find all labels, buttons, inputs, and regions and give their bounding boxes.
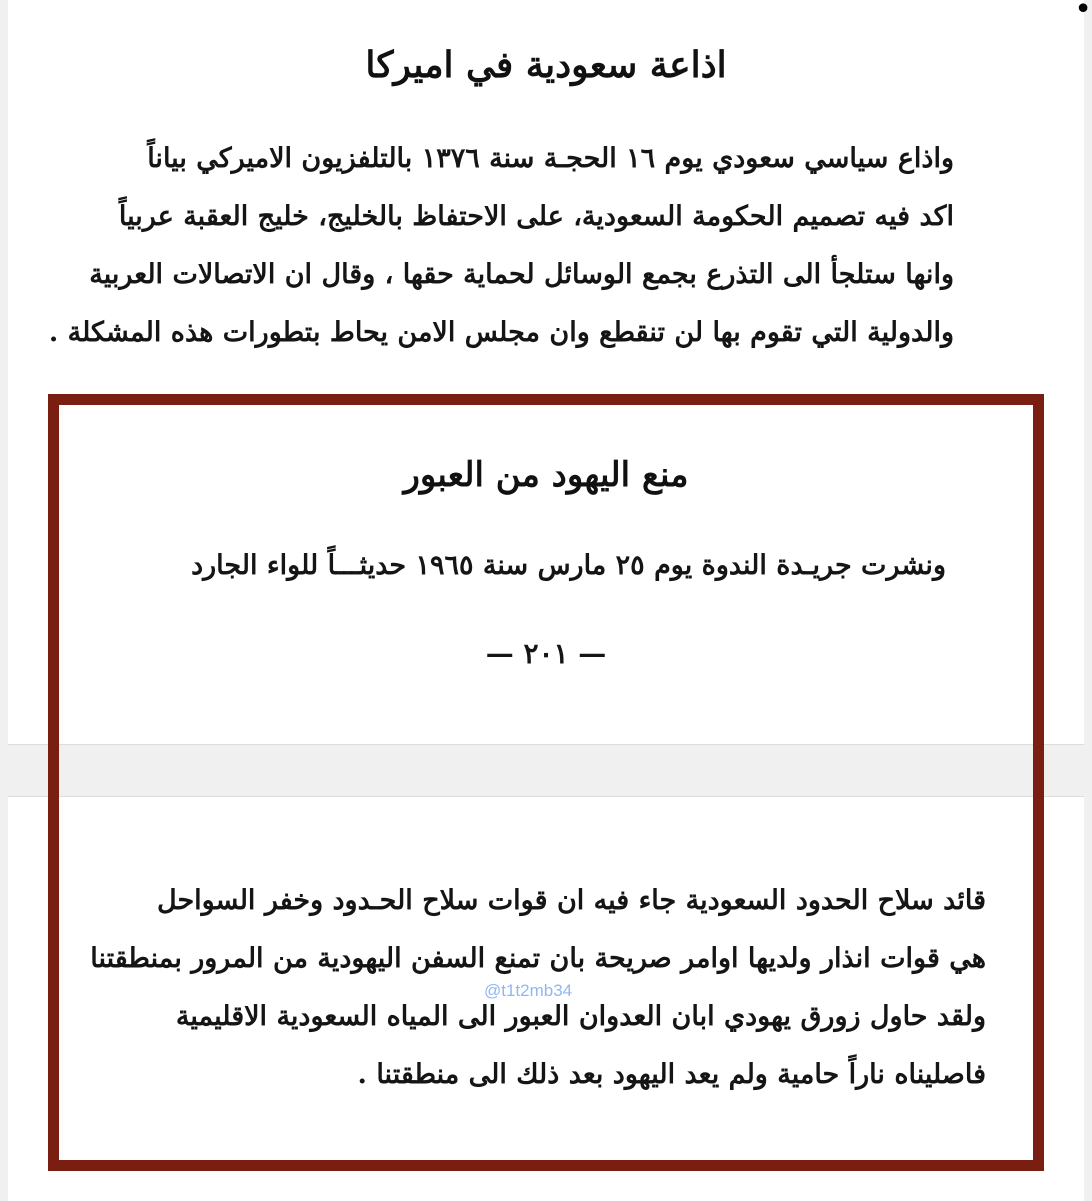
section-2-line: هي قوات انذار ولديها اوامر صريحة بان تمنع السفن اليهودية من المرور بمنطقتنا	[90, 943, 986, 974]
section-2-line: ولقد حاول زورق يهودي ابان العدوان العبور الى المياه السعودية الاقليمية	[175, 1001, 986, 1032]
page-number: — ٢٠١ —	[485, 637, 607, 670]
corner-dot-mark: •	[1074, 0, 1092, 27]
watermark-handle: @t1t2mb34	[484, 981, 573, 1000]
section-2-line: فاصليناه ناراً حامية ولم يعد اليهود بعد ذلك الى منطقتنا .	[357, 1059, 986, 1090]
section-1-line: والدولية التي تقوم بها لن تنقطع وان مجلس الامن يحاط بتطورات هذه المشكلة .	[48, 317, 954, 348]
section-1-line: اكد فيه تصميم الحكومة السعودية، على الاحتفاظ بالخليج، خليج العقبة عربياً	[118, 201, 954, 232]
section-1-line: واذاع سياسي سعودي يوم ١٦ الحجـة سنة ١٣٧٦ بالتلفزيون الاميركي بياناً	[147, 143, 954, 174]
section-1-title: اذاعة سعودية في اميركا	[365, 44, 727, 86]
section-2-intro: ونشرت جريـدة الندوة يوم ٢٥ مارس سنة ١٩٦٥ حديثـــاً للواء الجارد	[191, 550, 946, 581]
section-2-title: منع اليهود من العبور	[403, 455, 689, 495]
section-1-paragraph	[48, 128, 954, 360]
section-2-line: قائد سلاح الحدود السعودية جاء فيه ان قوات سلاح الحـدود وخفر السواحل	[157, 885, 986, 916]
section-1-line: وانها ستلجأ الى التذرع بجمع الوسائل لحماية حقها ، وقال ان الاتصالات العربية	[89, 259, 954, 290]
